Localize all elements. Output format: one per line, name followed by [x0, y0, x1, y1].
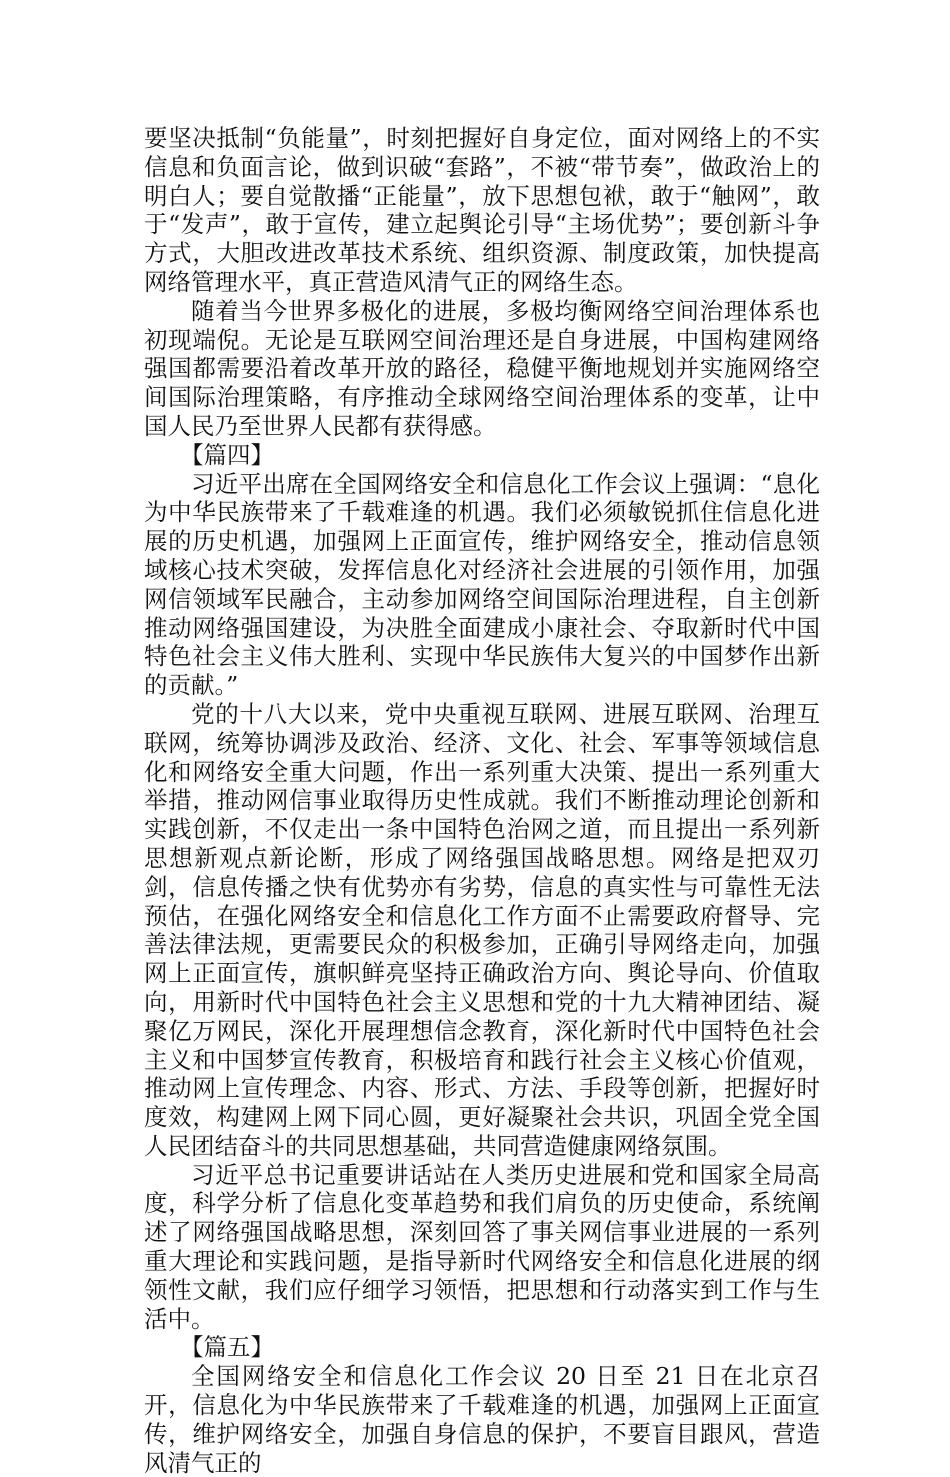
paragraph: 要坚决抵制“负能量”，时刻把握好自身定位，面对网络上的不实信息和负面言论，做到识破“套路”，不被“带节奏”，做政治上的明白人；要自觉散播“正能量”，放下思想包袱，敢于“触网”，敢于“发声”，敢于宣传，建立起舆论引导“主场优势”；要创新斗争方式，大胆改进改革技术系统、组织资源、制度政策，加快提高网络管理水平，真正营造风清气正的网络生态。	[144, 124, 820, 296]
paragraph: 习近平出席在全国网络安全和信息化工作会议上强调：“息化为中华民族带来了千载难逢的机遇。我们必须敏锐抓住信息化进展的历史机遇，加强网上正面宣传，维护网络安全，推动信息领域核心技术突破，发挥信息化对经济社会进展的引领作用，加强网信领域军民融合，主动参加网络空间国际治理进程，自主创新推动网络强国建设，为决胜全面建成小康社会、夺取新时代中国特色社会主义伟大胜利、实现中华民族伟大复兴的中国梦作出新的贡献。”	[144, 469, 820, 700]
section-heading: 【篇五】	[180, 1333, 274, 1362]
paragraph: 全国网络安全和信息化工作会议 20 日至 21 日在北京召开，信息化为中华民族带来了千载难逢的机遇，加强网上正面宣传，维护网络安全，加强自身信息的保护，不要盲目跟风，营造风清气正的	[144, 1362, 820, 1477]
section-heading: 【篇四】	[180, 440, 274, 469]
paragraph: 党的十八大以来，党中央重视互联网、进展互联网、治理互联网，统筹协调涉及政治、经济、文化、社会、军事等领域信息化和网络安全重大问题，作出一系列重大决策、提出一系列重大举措，推动网信事业取得历史性成就。我们不断推动理论创新和实践创新，不仅走出一条中国特色治网之道，而且提出一系列新思想新观点新论断，形成了网络强国战略思想。网络是把双刃剑，信息传播之快有优势亦有劣势，信息的真实性与可靠性无法预估，在强化网络安全和信息化工作方面不止需要政府督导、完善法律法规，更需要民众的积极参加，正确引导网络走向，加强网上正面宣传，旗帜鲜亮坚持正确政治方向、舆论导向、价值取向，用新时代中国特色社会主义思想和党的十九大精神团结、凝聚亿万网民，深化开展理想信念教育，深化新时代中国特色社会主义和中国梦宣传教育，积极培育和践行社会主义核心价值观，推动网上宣传理念、内容、形式、方法、手段等创新，把握好时度效，构建网上网下同心圆，更好凝聚社会共识，巩固全党全国人民团结奋斗的共同思想基础，共同营造健康网络氛围。	[144, 699, 820, 1160]
document-body	[144, 124, 820, 1477]
paragraph: 随着当今世界多极化的进展，多极均衡网络空间治理体系也初现端倪。无论是互联网空间治理还是自身进展，中国构建网络强国都需要沿着改革开放的路径，稳健平衡地规划并实施网络空间国际治理策略，有序推动全球网络空间治理体系的变革，让中国人民乃至世界人民都有获得感。	[144, 296, 820, 440]
paragraph: 习近平总书记重要讲话站在人类历史进展和党和国家全局高度，科学分析了信息化变革趋势和我们肩负的历史使命，系统阐述了网络强国战略思想，深刻回答了事关网信事业进展的一系列重大理论和实践问题，是指导新时代网络安全和信息化进展的纲领性文献，我们应仔细学习领悟，把思想和行动落实到工作与生活中。	[144, 1160, 820, 1333]
